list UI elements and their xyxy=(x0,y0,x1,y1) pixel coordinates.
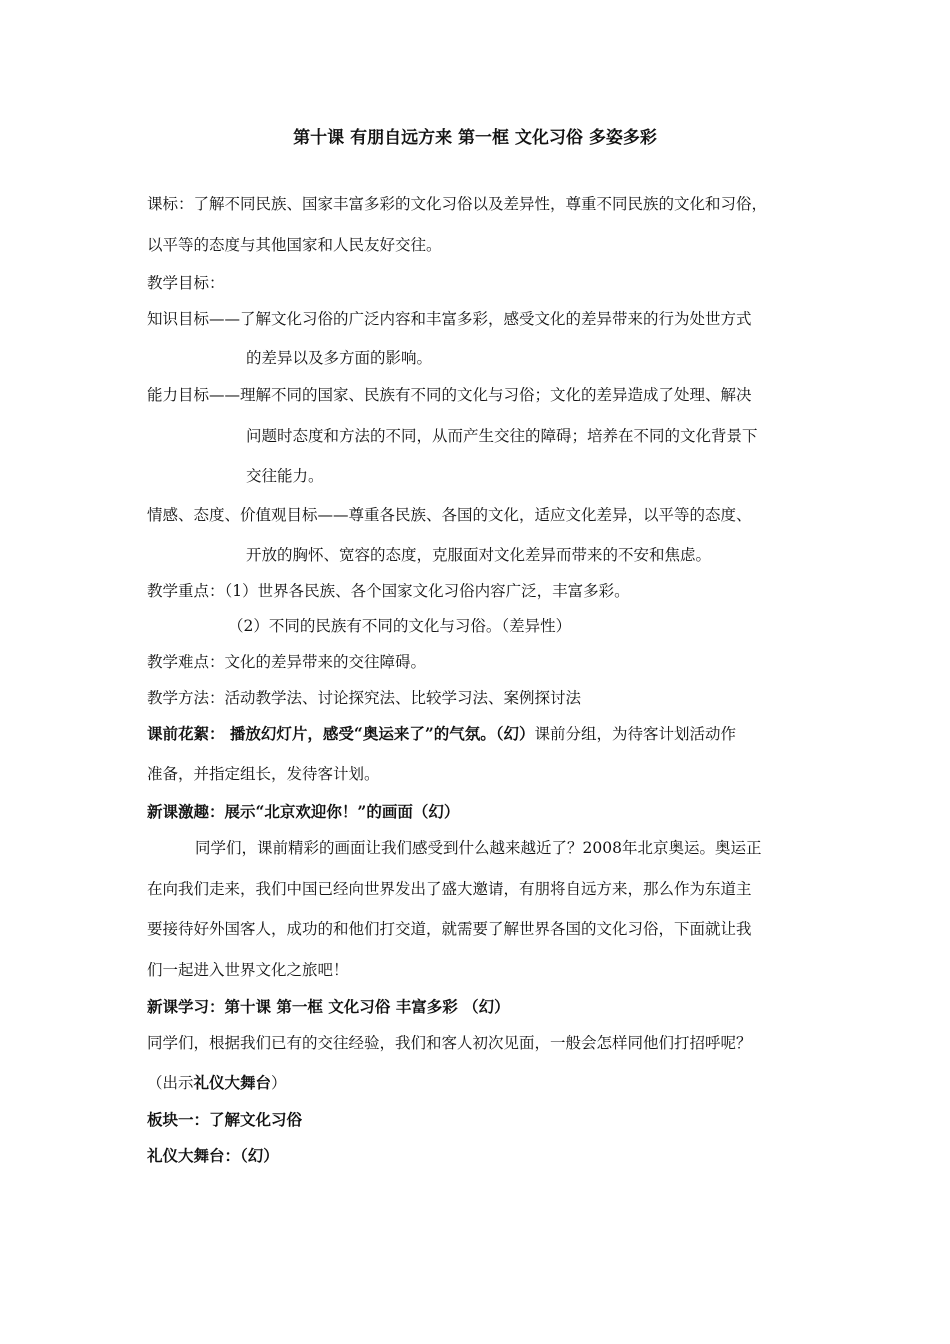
nengli-line-3: 交往能力。 xyxy=(246,467,324,485)
nengli-line-1: 能力目标——理解不同的国家、民族有不同的文化与习俗；文化的差异造成了处理、解决 xyxy=(147,386,752,404)
huaxu-line-1 xyxy=(147,724,736,744)
chushi-line xyxy=(147,1073,287,1093)
huaxu-bold-text: 课前花絮： 播放幻灯片，感受“奥运来了”的气氛。（幻） xyxy=(147,724,535,743)
mubiao-heading: 教学目标： xyxy=(147,274,225,292)
zhishi-line-1: 知识目标——了解文化习俗的广泛内容和丰富多彩，感受文化的差异带来的行为处世方式 xyxy=(147,310,752,328)
paragraph-line-4: 们一起进入世界文化之旅吧！ xyxy=(147,961,349,979)
nandian-line: 教学难点：文化的差异带来的交往障碍。 xyxy=(147,653,427,671)
paragraph-line-3: 要接待好外国客人，成功的和他们打交道，就需要了解世界各国的文化习俗，下面就让我 xyxy=(147,920,752,938)
question-line: 同学们，根据我们已有的交往经验，我们和客人初次见面，一般会怎样同他们打招呼呢？ xyxy=(147,1034,752,1052)
paragraph-line-2: 在向我们走来，我们中国已经向世界发出了盛大邀请，有朋将自远方来，那么作为东道主 xyxy=(147,880,752,898)
qinggan-line-1: 情感、态度、价值观目标——尊重各民族、各国的文化，适应文化差异，以平等的态度、 xyxy=(147,506,752,524)
paragraph-line-1: 同学们，课前精彩的画面让我们感受到什么越来越近了？2008年北京奥运。奥运正 xyxy=(195,839,762,857)
fangfa-line: 教学方法：活动教学法、讨论探究法、比较学习法、案例探讨法 xyxy=(147,689,582,707)
kebiao-line-2: 以平等的态度与其他国家和人民友好交往。 xyxy=(147,236,442,254)
bankuai-heading: 板块一：了解文化习俗 xyxy=(147,1110,303,1129)
zhongdian-line-2: （2）不同的民族有不同的文化与习俗。（差异性） xyxy=(228,617,572,635)
chushi-open: （出示 xyxy=(147,1074,194,1092)
kebiao-line-1: 课标：了解不同民族、国家丰富多彩的文化习俗以及差异性，尊重不同民族的文化和习俗， xyxy=(147,195,768,213)
page-title: 第十课 有朋自远方来 第一框 文化习俗 多姿多彩 xyxy=(293,128,657,148)
chushi-close: ） xyxy=(271,1074,287,1092)
xuexi-heading: 新课学习：第十课 第一框 文化习俗 丰富多彩 （幻） xyxy=(147,997,510,1016)
zhishi-line-2: 的差异以及多方面的影响。 xyxy=(246,349,433,367)
jiqu-heading: 新课激趣：展示“北京欢迎你！”的画面（幻） xyxy=(147,802,460,821)
qinggan-line-2: 开放的胸怀、宽容的态度，克服面对文化差异而带来的不安和焦虑。 xyxy=(246,546,712,564)
chushi-bold: 礼仪大舞台 xyxy=(193,1073,272,1092)
huaxu-rest-text: 课前分组，为待客计划活动作 xyxy=(534,725,736,743)
huaxu-line-2: 准备，并指定组长，发待客计划。 xyxy=(147,765,380,783)
liyi-heading: 礼仪大舞台：（幻） xyxy=(147,1146,279,1165)
nengli-line-2: 问题时态度和方法的不同，从而产生交往的障碍；培养在不同的文化背景下 xyxy=(246,427,758,445)
zhongdian-line-1: 教学重点：（1）世界各民族、各个国家文化习俗内容广泛，丰富多彩。 xyxy=(147,582,630,600)
